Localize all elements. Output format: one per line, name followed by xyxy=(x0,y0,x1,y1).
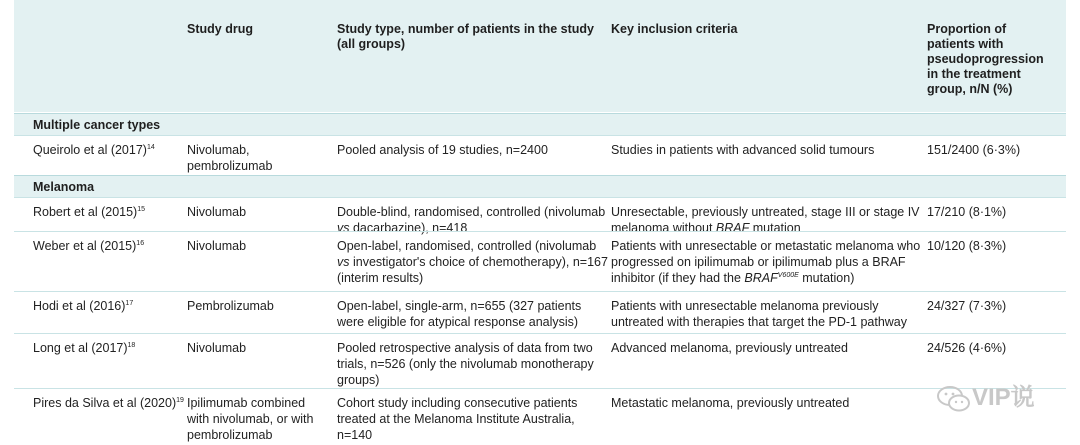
study-cell: Pires da Silva et al $(2020)^{19}$ xyxy=(33,396,184,410)
table-header xyxy=(14,0,1066,112)
proportion-cell: 24/327 (7·3%) xyxy=(927,299,1007,313)
type-cell: Pooled retrospective analysis of data from two trials, n=526 (only the nivolumab monotherapy groups) xyxy=(337,341,594,387)
criteria-cell: Metastatic melanoma, previously untreated xyxy=(611,396,850,410)
table-row xyxy=(14,291,1066,333)
study-cell: Hodi et al $(2016)^{17}$ xyxy=(33,299,134,313)
wechat-chat-icon xyxy=(936,384,972,414)
proportion-cell: 151/2400 (6·3%) xyxy=(927,143,1021,157)
watermark-text: VIP说 xyxy=(972,384,1035,411)
proportion-cell: 10/120 (8·3%) xyxy=(927,239,1007,253)
header-study-type: Study type, number of patients in the study (all groups) xyxy=(337,22,594,51)
criteria-cell: Patients with unresectable or metastatic melanoma who progressed on ipilimumab or ipilimumab plus a BRAF inhibitor (if they had the $BRAF^{V600E}$ mutation) xyxy=(611,239,921,285)
table-row xyxy=(14,388,1066,445)
type-cell: Pooled analysis of 19 studies, n=2400 xyxy=(337,143,548,157)
table-row xyxy=(14,333,1066,388)
study-cell: Robert et al $(2015)^{15}$ xyxy=(33,205,146,219)
header-study-drug: Study drug xyxy=(187,22,253,36)
proportion-cell: 24/526 (4·6%) xyxy=(927,341,1007,355)
drug-cell: Nivolumab xyxy=(187,205,247,219)
study-cell: Queirolo et al $(2017)^{14}$ xyxy=(33,143,155,157)
study-cell: Long et al $(2017)^{18}$ xyxy=(33,341,136,355)
proportion-cell: 17/210 (8·1%) xyxy=(927,205,1007,219)
drug-cell: Nivolumab, pembrolizumab xyxy=(187,143,273,173)
header-inclusion-criteria: Key inclusion criteria xyxy=(611,22,738,36)
criteria-cell: Unresectable, previously untreated, stage III or stage IV melanoma without BRAF mutation xyxy=(611,205,920,235)
header-proportion: Proportion of patients with pseudoprogression in the treatment group, n/N (%) xyxy=(927,22,1044,96)
criteria-cell: Patients with unresectable melanoma previously untreated with therapies that target the PD-1 pathway xyxy=(611,299,908,329)
criteria-cell: Studies in patients with advanced solid tumours xyxy=(611,143,875,157)
type-cell: Open-label, randomised, controlled (nivolumab vs investigator's choice of chemotherapy), n=167 (interim results) xyxy=(337,239,608,285)
drug-cell: Ipilimumab combined with nivolumab, or with pembrolizumab xyxy=(187,396,314,442)
study-cell: Weber et al $(2015)^{16}$ xyxy=(33,239,145,253)
type-cell: Double-blind, randomised, controlled (nivolumab vs dacarbazine), n=418 xyxy=(337,205,606,235)
table-row xyxy=(14,231,1066,291)
type-cell: Cohort study including consecutive patients treated at the Melanoma Institute Australia, n=140 xyxy=(337,396,578,442)
drug-cell: Pembrolizumab xyxy=(187,299,274,313)
drug-cell: Nivolumab xyxy=(187,341,247,355)
criteria-cell: Advanced melanoma, previously untreated xyxy=(611,341,848,355)
type-cell: Open-label, single-arm, n=655 (327 patients were eligible for atypical response analysis) xyxy=(337,299,582,329)
section-multiple-cancer-types: Multiple cancer types xyxy=(14,113,1066,135)
table-frame xyxy=(14,0,1080,445)
watermark xyxy=(936,378,1061,418)
table-row xyxy=(14,135,1066,175)
drug-cell: Nivolumab xyxy=(187,239,247,253)
section-melanoma: Melanoma xyxy=(14,175,1066,197)
